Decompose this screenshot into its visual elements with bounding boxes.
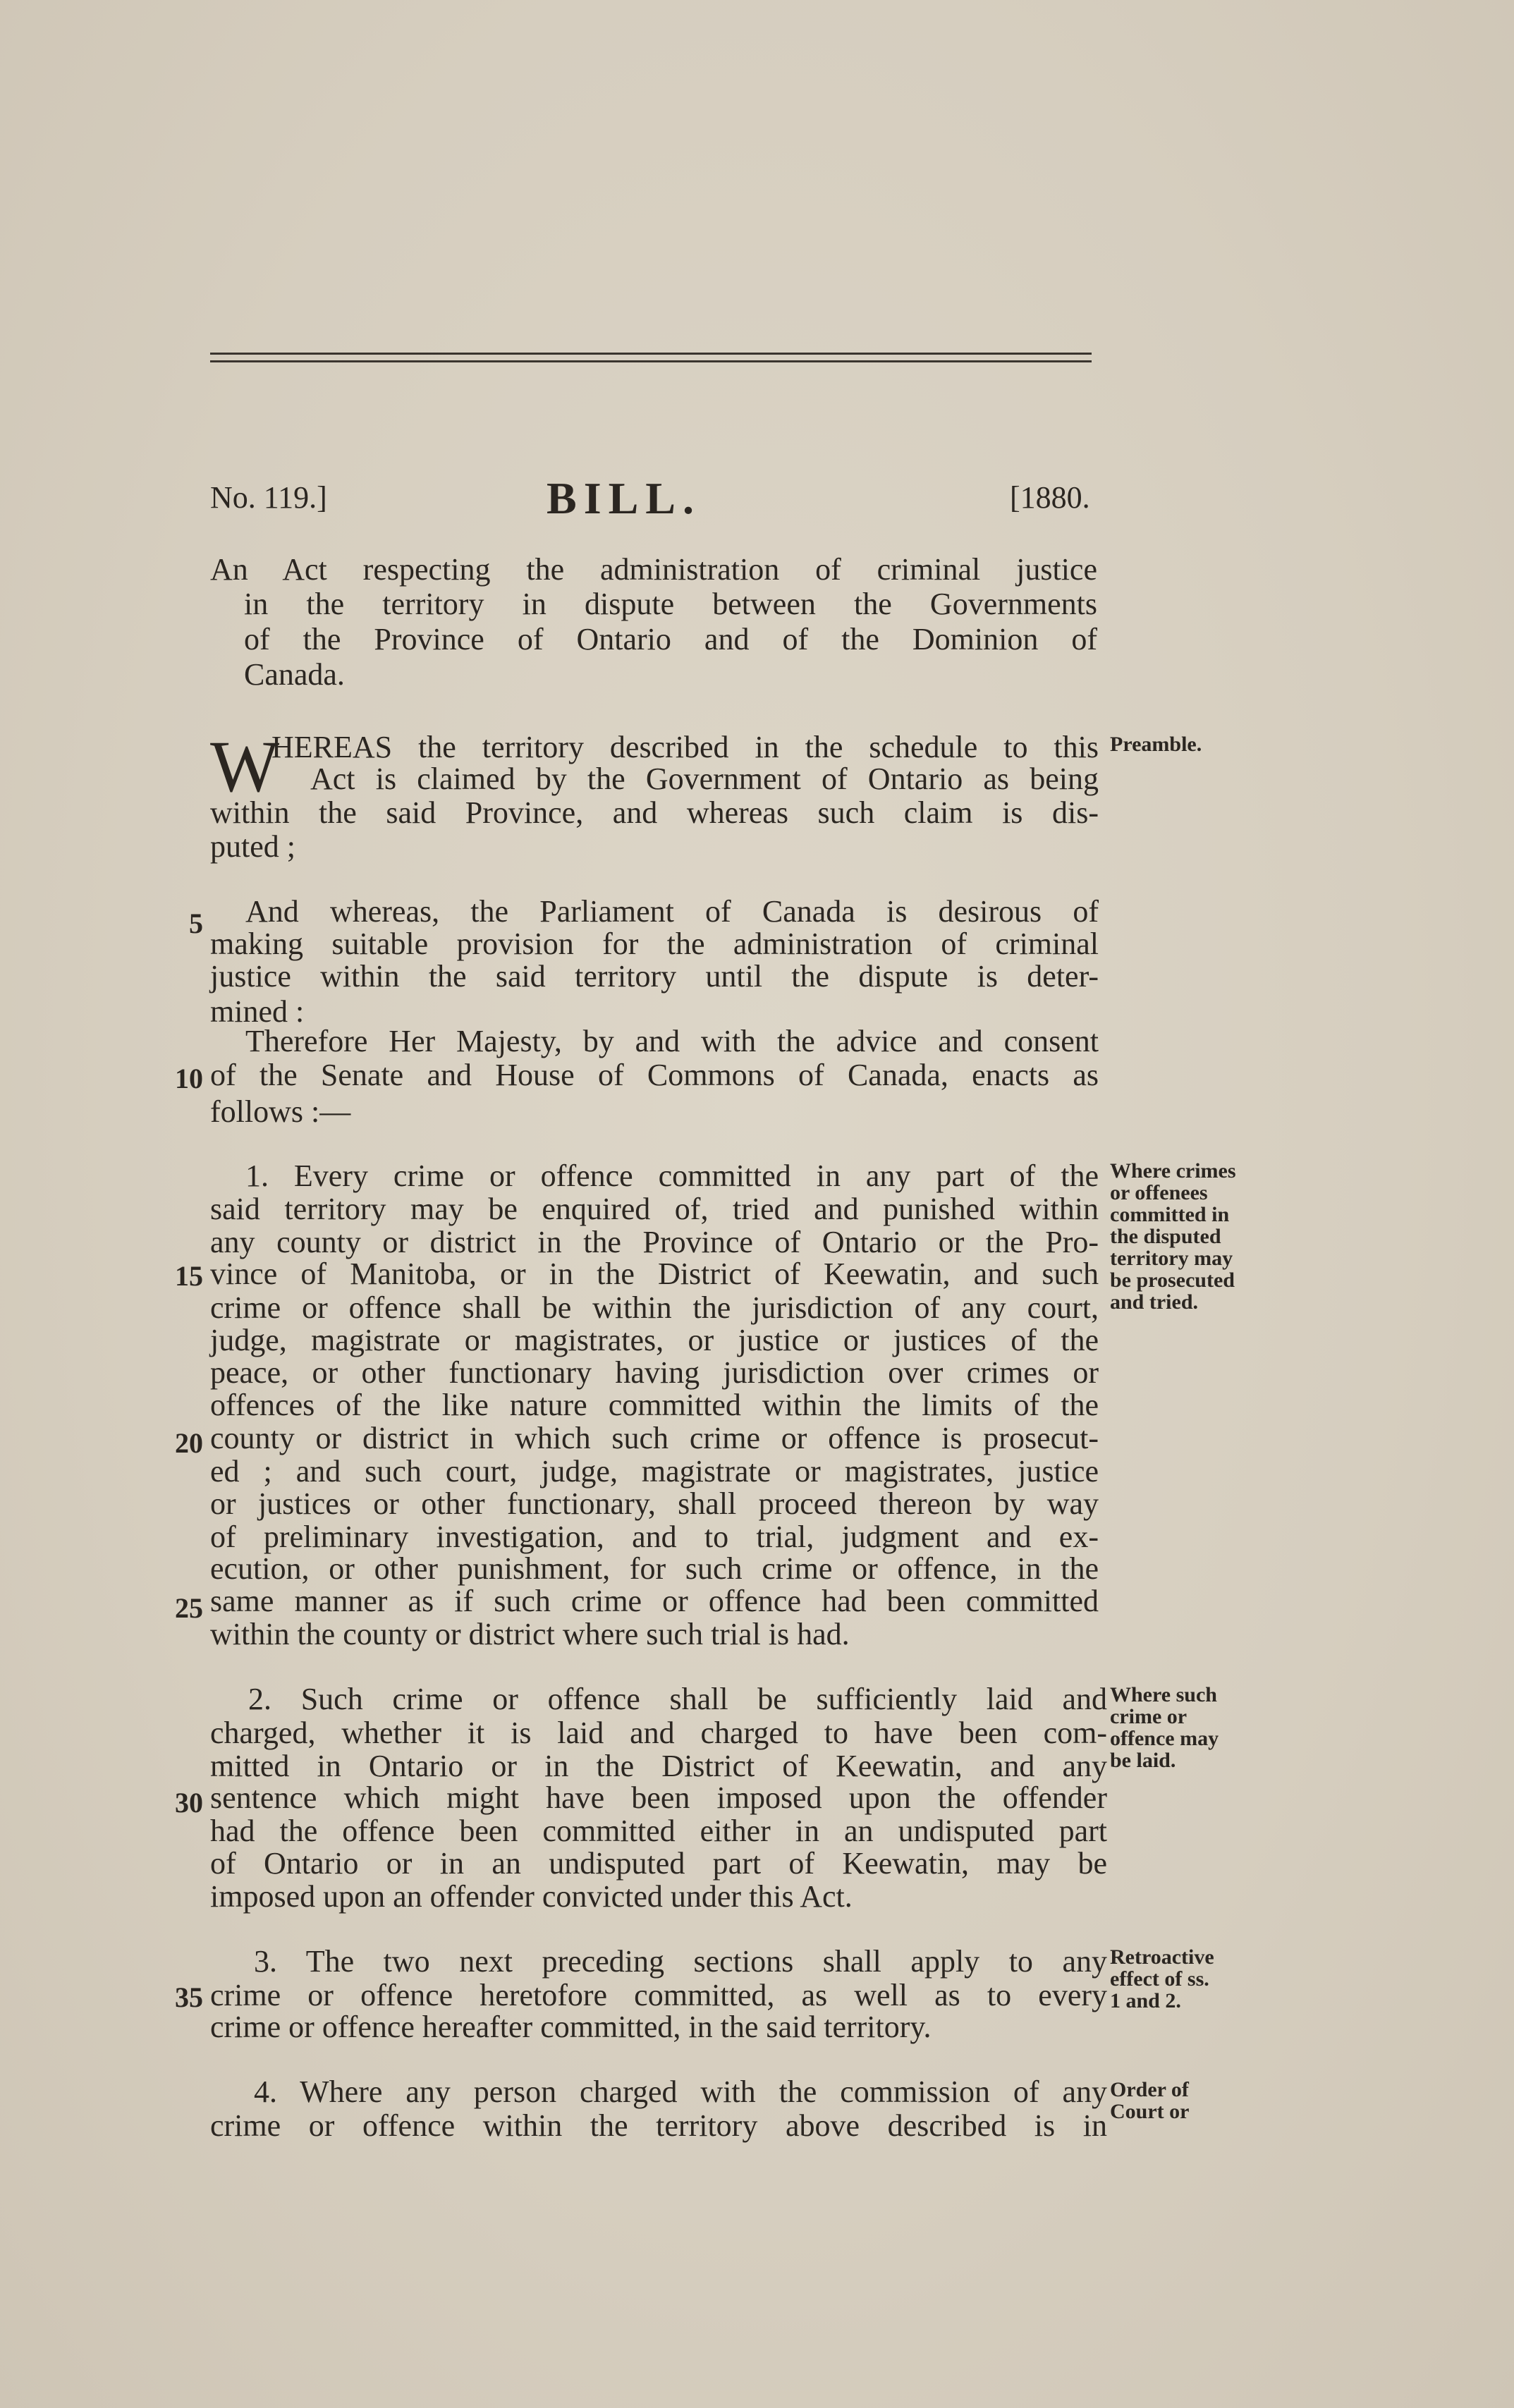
section-1-line: peace, or other functionary having jurisdiction over crimes or [210,1355,1099,1390]
enacting-line: follows :— [210,1094,351,1129]
margin-note-line: 1 and 2. [1110,1989,1181,2012]
section-2-line: had the offence been committed either in an undisputed part [210,1814,1107,1848]
margin-note-line: Where crimes [1110,1159,1236,1182]
preamble-line: within the said Province, and whereas such claim is dis- [210,795,1099,830]
preamble-dropcap: W [210,726,280,807]
margin-note-line: territory may [1110,1247,1233,1270]
whereas-line: justice within the said territory until the dispute is deter- [210,959,1099,994]
margin-note-line: Retroactive [1110,1945,1214,1969]
margin-note-line: or offenees [1110,1181,1208,1204]
line-number: 35 [175,1981,203,2013]
long-title-line: of the Province of Ontario and of the Dominion of [244,622,1097,656]
section-2-line: charged, whether it is laid and charged to have been com- [210,1716,1107,1750]
preamble-line: HEREAS the territory described in the schedule to this [271,730,1099,764]
line-number: 5 [189,907,203,939]
enacting-line: of the Senate and House of Commons of Canada, enacts as [210,1058,1099,1092]
section-1-line: same manner as if such crime or offence had been committed [210,1584,1099,1618]
section-2-line: of Ontario or in an undisputed part of Keewatin, may be [210,1846,1107,1881]
margin-note-line: the disputed [1110,1225,1221,1248]
line-number: 25 [175,1592,203,1624]
whereas-line: mined : [210,994,305,1029]
header-rule [210,353,1092,362]
section-4-line: 4. Where any person charged with the commission of any [254,2074,1107,2109]
margin-note-line: crime or [1110,1705,1188,1728]
section-1-line: vince of Manitoba, or in the District of Keewatin, and such [210,1257,1099,1291]
margin-note-line: committed in [1110,1203,1230,1226]
section-3-line: 3. The two next preceding sections shall apply to any [254,1944,1107,1979]
line-number: 30 [175,1787,203,1819]
whereas-line: And whereas, the Parliament of Canada is desirous of [245,894,1099,929]
margin-note-line: be prosecuted [1110,1269,1235,1292]
section-3-line: crime or offence heretofore committed, as well as to every [210,1978,1107,2012]
margin-note-section-1 [1110,1160,1272,1313]
section-1-line: offences of the like nature committed within the limits of the [210,1388,1099,1422]
margin-note-line: effect of ss. [1110,1967,1209,1991]
section-2-line: sentence which might have been imposed upon the offender [210,1780,1107,1815]
bill-year: [1880. [1010,480,1090,515]
margin-note-line: be laid. [1110,1749,1176,1772]
section-1-line: crime or offence shall be within the jurisdiction of any court, [210,1290,1099,1325]
margin-note-section-4 [1110,2079,1272,2122]
section-1-line: said territory may be enquired of, tried and punished within [210,1192,1099,1226]
section-1-line: within the county or district where such trial is had. [210,1617,850,1651]
whereas-line: making suitable provision for the administration of criminal [210,927,1099,961]
bill-number: No. 119.] [210,480,327,515]
long-title-line: Canada. [244,657,345,692]
margin-note-line: Order of [1110,2078,1189,2101]
margin-note-line: and tried. [1110,1290,1199,1314]
section-1-line: of preliminary investigation, and to trial, judgment and ex- [210,1520,1099,1554]
section-4-line: crime or offence within the territory above described is in [210,2108,1107,2143]
bill-title: BILL. [547,473,701,523]
long-title-line: in the territory in dispute between the Governments [244,587,1097,621]
section-1-line: ed ; and such court, judge, magistrate or magistrates, justice [210,1454,1099,1489]
enacting-line: Therefore Her Majesty, by and with the advice and consent [245,1024,1099,1058]
section-1-line: 1. Every crime or offence committed in any part of the [245,1159,1099,1193]
section-2-line: imposed upon an offender convicted under this Act. [210,1879,853,1914]
section-1-line: judge, magistrate or magistrates, or justice or justices of the [210,1323,1099,1357]
preamble-line: Act is claimed by the Government of Ontario as being [310,762,1099,796]
section-2-line: 2. Such crime or offence shall be sufficiently laid and [248,1682,1107,1716]
preamble-line: puted ; [210,829,295,864]
margin-note-section-2 [1110,1684,1272,1771]
section-1-line: ecution, or other punishment, for such crime or offence, in the [210,1551,1099,1586]
long-title-line: An Act respecting the administration of criminal justice [210,552,1097,587]
section-1-line: any county or district in the Province of Ontario or the Pro- [210,1225,1099,1259]
section-3-line: crime or offence hereafter committed, in the said territory. [210,2010,932,2044]
margin-note-line: offence may [1110,1727,1219,1750]
margin-note-preamble: Preamble. [1110,733,1202,756]
section-1-line: county or district in which such crime or offence is prosecut- [210,1421,1099,1455]
line-number: 15 [175,1260,203,1292]
line-number: 20 [175,1427,203,1459]
section-1-line: or justices or other functionary, shall proceed thereon by way [210,1486,1099,1521]
margin-note-line: Where such [1110,1683,1217,1706]
margin-note-section-3 [1110,1946,1272,2012]
line-number: 10 [175,1063,203,1094]
section-2-line: mitted in Ontario or in the District of Keewatin, and any [210,1749,1107,1783]
margin-note-line: Court or [1110,2100,1190,2123]
